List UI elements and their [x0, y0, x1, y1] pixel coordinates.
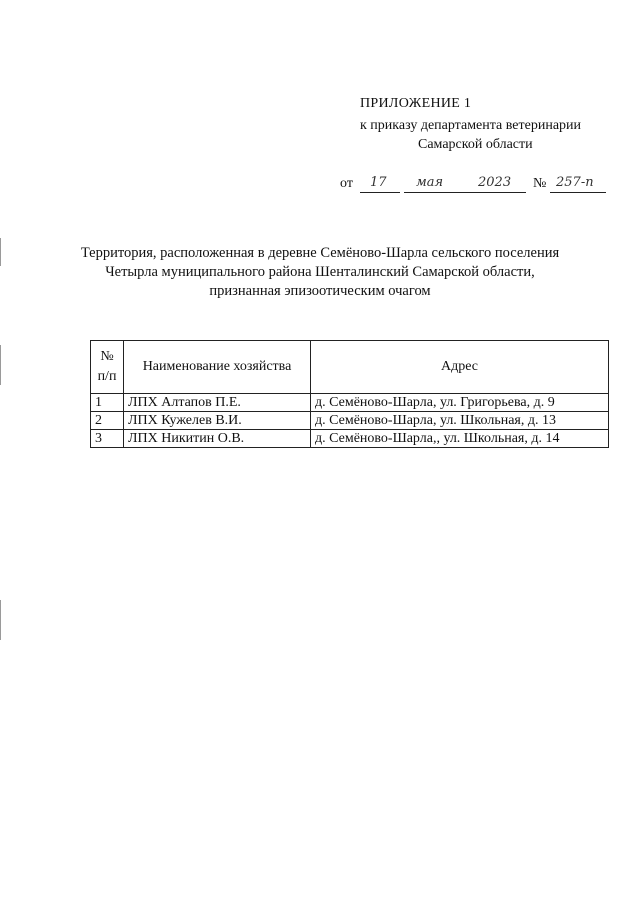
header-number-sign: №: [100, 349, 114, 364]
table-header-row: [91, 341, 609, 394]
scan-edge-mark: [0, 600, 1, 640]
table-row: [91, 412, 609, 430]
header-number-abbr: п/п: [97, 369, 117, 384]
order-number: 257-п: [556, 175, 594, 190]
table-row: [91, 394, 609, 412]
order-from-label: от: [340, 176, 353, 191]
appendix-title: ПРИЛОЖЕНИЕ 1: [360, 96, 472, 111]
scan-edge-mark: [0, 345, 1, 385]
header-address: Адрес: [311, 341, 609, 394]
heading-line-1: Территория, расположенная в деревне Семёново-Шарла сельского поселения: [80, 245, 560, 261]
row-number: 2: [91, 412, 124, 430]
row-number: 1: [91, 394, 124, 412]
outbreak-farms-table: [90, 340, 609, 448]
header-number: [91, 341, 124, 394]
row-address: д. Семёново-Шарла, ул. Школьная, д. 13: [311, 412, 609, 430]
row-owner: ЛПХ Никитин О.В.: [124, 430, 311, 448]
document-heading: [60, 244, 580, 301]
order-number-label: №: [533, 176, 547, 191]
header-owner: Наименование хозяйства: [124, 341, 311, 394]
order-year: 2023: [478, 175, 512, 190]
appendix-order-reference: к приказу департамента ветеринарии: [360, 118, 582, 133]
number-underline: [550, 192, 606, 193]
appendix-region: Самарской области: [418, 137, 533, 152]
order-month: мая: [416, 175, 444, 190]
order-date-number-line: [340, 174, 610, 196]
table-row: [91, 430, 609, 448]
heading-line-3: признанная эпизоотическим очагом: [209, 283, 431, 299]
row-owner: ЛПХ Алтапов П.Е.: [124, 394, 311, 412]
row-number: 3: [91, 430, 124, 448]
row-address: д. Семёново-Шарла,, ул. Школьная, д. 14: [311, 430, 609, 448]
heading-line-2: Четырла муниципального района Шенталинский Самарской области,: [105, 264, 535, 280]
scan-edge-mark: [0, 238, 1, 266]
month-year-underline: [404, 192, 526, 193]
day-underline: [360, 192, 400, 193]
order-day: 17: [370, 175, 387, 190]
row-owner: ЛПХ Кужелев В.И.: [124, 412, 311, 430]
row-address: д. Семёново-Шарла, ул. Григорьева, д. 9: [311, 394, 609, 412]
